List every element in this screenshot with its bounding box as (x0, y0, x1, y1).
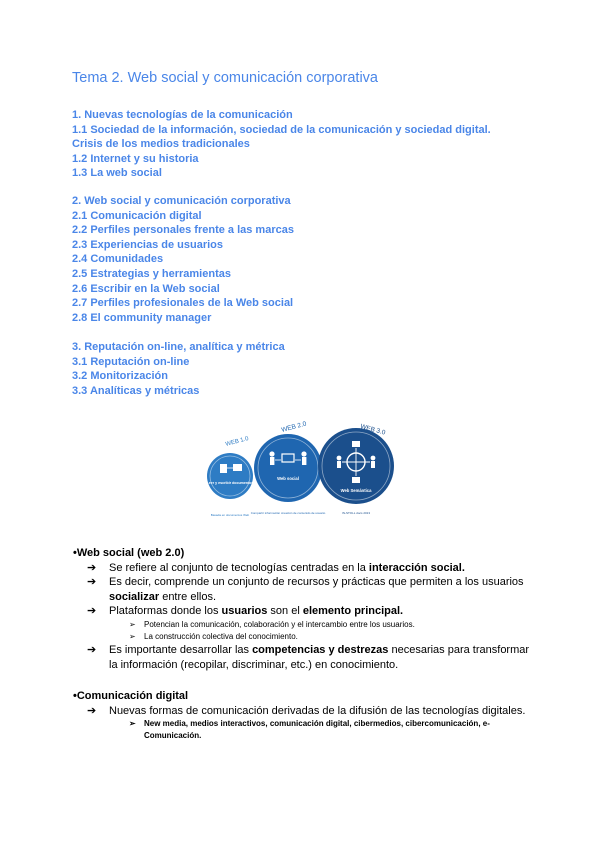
arrow-bullet-icon: ➔ (87, 605, 97, 618)
toc-item: 3.1 Reputación on-line (72, 355, 190, 368)
arrow-bullet-icon: ➔ (87, 576, 97, 589)
bullet-item: ➔ Es decir, comprende un conjunto de recursos y prácticas que permiten a los usuarios socializar entre ellos. (87, 576, 524, 603)
toc-item: 2.5 Estrategias y herramientas (72, 267, 231, 280)
bullet-item: ➔ Nuevas formas de comunicación derivadas de la difusión de las tecnologías digitales. (87, 704, 526, 717)
toc-group-2 (72, 194, 294, 325)
sub-bullet-item: ➢ La construcción colectiva del conocimiento. (129, 631, 298, 641)
toc-item: 2.8 El community manager (72, 311, 212, 324)
user-icon (371, 456, 376, 461)
page-title: Tema 2. Web social y comunicación corporativa (72, 70, 378, 86)
bullet-item: ➔ Es importante desarrollar las competencias y destrezas necesarias para transformar la información (recopilar, discriminar, etc.) en conocimiento. (87, 643, 530, 671)
toc-item: 3. Reputación on-line, analítica y métrica (72, 341, 285, 353)
toc-item: 2.2 Perfiles personales frente a las marcas (72, 224, 294, 237)
monitor-icon (233, 464, 242, 471)
toc-item: 1.3 La web social (72, 167, 162, 180)
toc-group-1 (72, 108, 491, 181)
section-heading: •Web social (web 2.0) (73, 547, 185, 559)
web2-inner: Web social (277, 476, 299, 481)
web1-caption: Basada en documentos Web (210, 513, 250, 517)
toc-item: Crisis de los medios tradicionales (72, 138, 250, 151)
document-icon (220, 464, 227, 473)
web3-caption: IN-STOLL docs 2013 (341, 511, 371, 515)
web2-label: WEB 2.0 (280, 420, 308, 434)
web1-inner: Leer y escribir documentos (206, 481, 254, 485)
user-icon (301, 451, 306, 456)
toc-group-3 (72, 340, 285, 398)
arrow-bullet-icon: ➔ (87, 643, 97, 656)
section-comunicacion-digital (73, 689, 533, 742)
toc-item: 2.6 Escribir en la Web social (72, 282, 220, 295)
user-icon (269, 451, 274, 456)
arrow-bullet-icon: ➔ (87, 561, 97, 574)
toc-item: 1.1 Sociedad de la información, sociedad de la comunicación y sociedad digital. (72, 123, 491, 136)
toc-item: 2. Web social y comunicación corporativa (72, 195, 291, 207)
toc-item: 2.4 Comunidades (72, 253, 164, 266)
web-evolution-diagram (200, 418, 400, 530)
web3-circle (318, 423, 394, 515)
toc-item: 2.7 Perfiles profesionales de la Web social (72, 297, 294, 310)
web2-circle (251, 420, 326, 515)
arrow-bullet-icon: ➔ (87, 704, 97, 717)
toc-item: 1.2 Internet y su historia (72, 152, 199, 165)
toc-item: 2.1 Comunicación digital (72, 209, 202, 222)
bullet-item: ➔ Plataformas donde los usuarios son el elemento principal. (87, 605, 404, 618)
sub-arrow-bullet-icon: ➢ (129, 631, 136, 641)
web2-caption: Compartir información creación de contenido de usuario (250, 511, 326, 515)
bullet-item: ➔ Se refiere al conjunto de tecnologías centradas en la interacción social. (87, 561, 465, 574)
user-icon (337, 456, 342, 461)
toc-item: 3.2 Monitorización (72, 370, 168, 383)
web1-circle (207, 436, 254, 517)
section-web-social (73, 546, 533, 672)
toc-item: 1. Nuevas tecnologías de la comunicación (72, 109, 293, 121)
web3-inner: Web Semántica (340, 488, 372, 493)
sub-arrow-bullet-icon: ➢ (129, 719, 136, 729)
sub-bullet-item: ➢ New media, medios interactivos, comunicación digital, cibermedios, cibercomunicación, e-Comunicación. (129, 719, 490, 741)
web3-label: WEB 3.0 (359, 423, 387, 437)
sub-arrow-bullet-icon: ➢ (129, 619, 136, 629)
toc-item: 2.3 Experiencias de usuarios (72, 238, 224, 251)
section-heading: •Comunicación digital (73, 690, 189, 702)
web1-label: WEB 1.0 (224, 436, 250, 448)
sub-bullet-item: ➢ Potencian la comunicación, colaboración y el intercambio entre los usuarios. (129, 619, 415, 629)
toc-item: 3.3 Analíticas y métricas (72, 384, 200, 397)
